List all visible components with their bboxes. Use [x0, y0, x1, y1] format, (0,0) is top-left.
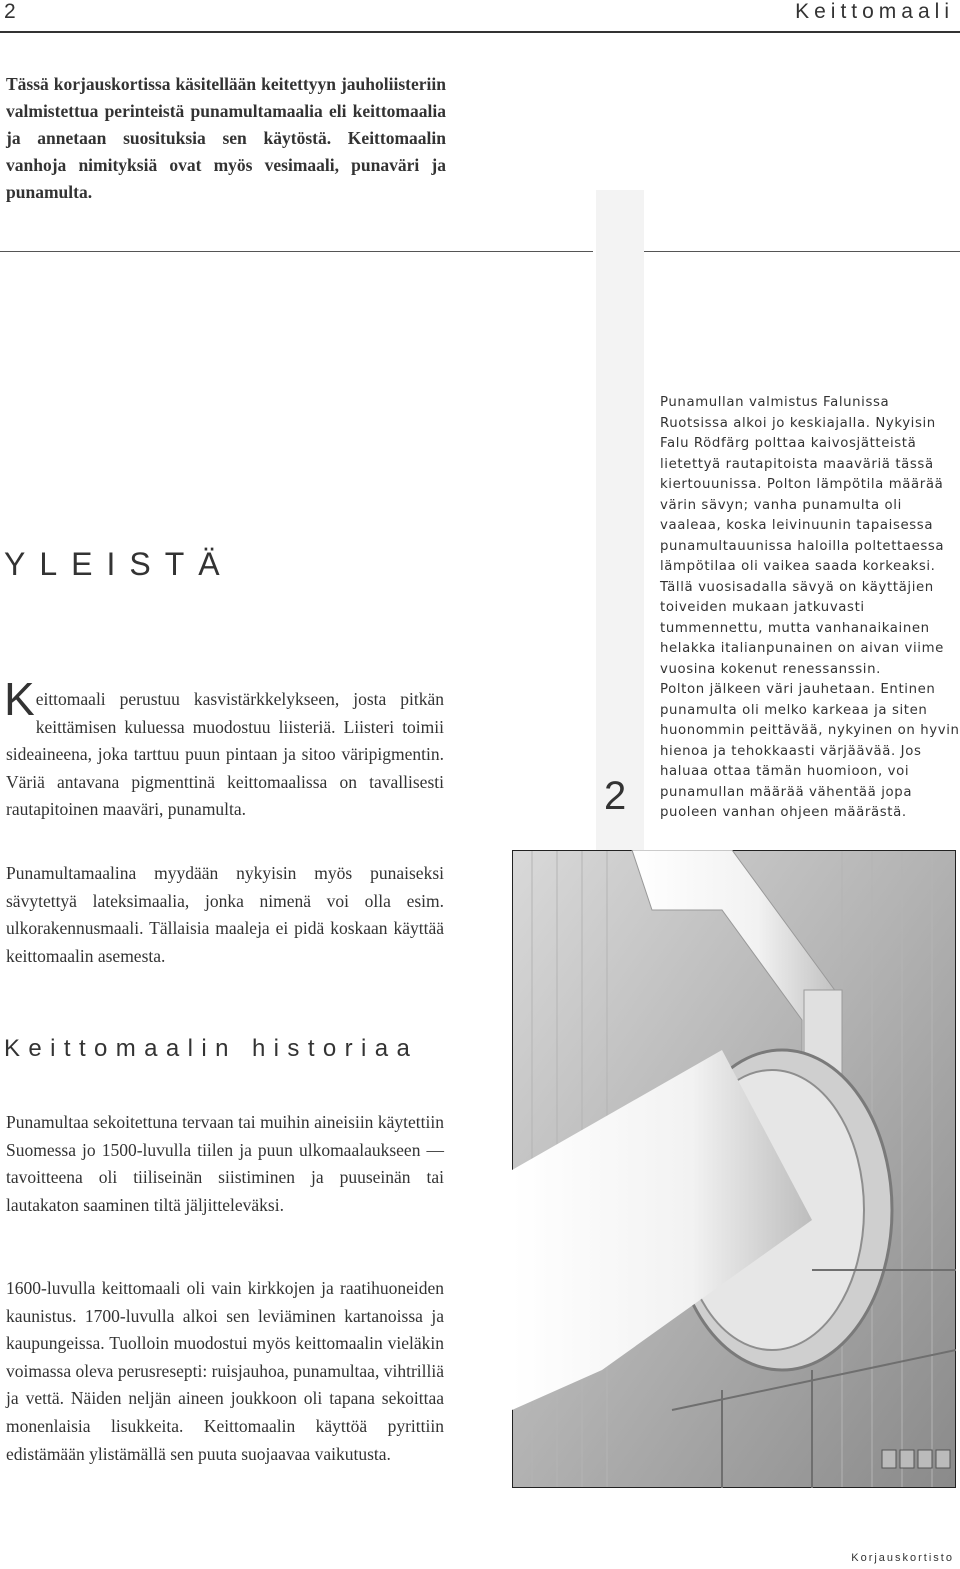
body-paragraph-dropcap	[4, 673, 444, 824]
divider-right	[644, 251, 960, 252]
body-paragraph: 1600-luvulla keittomaali oli vain kirkkojen ja raatihuoneiden kaunistus. 1700-luvulla alkoi sen leviäminen kartanoissa ja kaupungeissa. Tuolloin muodostui myös keittomaalin vieläkin voimassa oleva perusresepti: ruisjauhoa, punamultaa, vihtrilliä ja vettä. Näiden neljän aineen joukkoon oli tapana sekoittaa monenlaisia lisukkeita. Keittomaalin käyttöä pyrittiin edistämään ylistämällä sen puuta suojaavaa vaikutusta.	[6, 1278, 444, 1464]
figure-number: 2	[604, 774, 627, 818]
drop-cap: K	[4, 673, 35, 725]
gray-band	[596, 190, 644, 850]
body-paragraph: Punamultamaalina myydään nykyisin myös punaiseksi sävytettyä lateksimaalia, jonka nimenä voi olla esim. ulkorakennusmaali. Tällaisia maaleja ei pidä koskaan käyttää keittomaalin asemesta.	[6, 863, 444, 966]
figure-caption: Polton jälkeen väri jauhetaan. Entinen punamulta oli melko karkeaa ja siten huonommin peittävää, nykyinen on hyvin hienoa ja tehokkaasti värjäävää. Jos haluaa ottaa tämän huomioon, voi punamullan määrää vähentää jopa puoleen vanhan ohjeen määrästä.	[660, 682, 960, 820]
kiln-photo	[512, 850, 956, 1488]
intro-paragraph: Tässä korjauskortissa käsitellään keitettyyn jauholiisteriin valmistettua perinteistä punamultamaalia eli keittomaalia ja annetaan suosituksia sen käytöstä. Keittomaalin vanhoja nimityksiä ovat myös vesimaali, punaväri ja punamulta.	[6, 74, 446, 202]
running-title: Keittomaali	[795, 0, 954, 23]
section-heading-yleista: YLEISTÄ	[4, 546, 234, 582]
header-rule	[0, 31, 960, 33]
divider-left	[0, 251, 593, 252]
figure-caption: Punamullan valmistus Falunissa Ruotsissa alkoi jo keskiajalla. Nykyisin Falu Rödfärg polttaa kaivosjätteistä lietettyä rautapitoista maaväriä tässä kiertouunissa. Polton lämpötila määrää värin sävyn; vanha punamulta oli vaaleaa, koska leivinuunin tapaisessa punamultauunissa haloilla poltettaessa lämpötilaa oli vaikea saada korkeaksi. Tällä vuosisadalla sävyä on käyttäjien toiveiden mukaan jatkuvasti tummennettu, mutta vanhanaikainen helakka italianpunainen on aivan viime vuosina kokenut renessanssin.	[660, 395, 945, 677]
dropcap-paragraph-text: eittomaali perustuu kasvistärkkelykseen, josta pitkän keittämisen kuluessa muodostuu liisteriä. Liisteri toimii sideaineena, joka tarttuu puun pintaan ja sitoo väripigmentin. Väriä antavana pigmenttinä keittomaalissa on tavallisesti rautapitoinen maaväri, punamulta.	[6, 689, 444, 820]
footer-label: Korjauskortisto	[851, 1552, 954, 1564]
section-heading-history: Keittomaalin historiaa	[4, 1035, 419, 1062]
body-paragraph: Punamultaa sekoitettuna tervaan tai muihin aineisiin käytettiin Suomessa jo 1500-luvulla tiilen ja puun ulkomaalaukseen — tavoitteena oli tiiliseinän siistiminen ja puuseinän tai lautakaton saaminen tiltä jäljitteleväksi.	[6, 1112, 444, 1215]
page-number: 2	[4, 0, 16, 23]
